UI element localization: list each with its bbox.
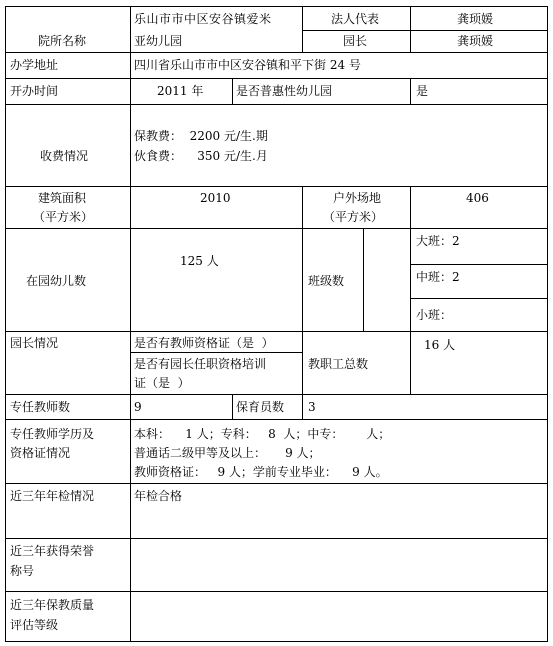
opening-label: 开办时间	[10, 84, 59, 98]
teachers-label: 专任教师数	[10, 400, 71, 414]
border-line	[5, 52, 547, 53]
border-line	[5, 78, 547, 79]
border-line	[232, 394, 233, 420]
building-area-label-2: （平方米）	[33, 210, 94, 224]
border-line	[302, 186, 303, 395]
mid-class: 中班：2	[416, 270, 460, 284]
director-label: 园长	[343, 34, 368, 48]
border-line	[5, 483, 547, 484]
outdoor-area-value: 406	[466, 191, 489, 205]
border-line	[410, 78, 411, 105]
border-line	[232, 78, 233, 105]
institution-name-line2: 亚幼儿园	[134, 34, 183, 48]
border-line	[5, 6, 6, 642]
teacher-cert-question: 是否有教师资格证（是 ）	[134, 336, 274, 350]
director-info-label: 园长情况	[10, 336, 59, 350]
building-area-label-1: 建筑面积	[38, 191, 87, 205]
quality-label-1: 近三年保教质量	[10, 598, 95, 612]
fees-tuition: 保教费： 2200 元/生.期	[134, 129, 268, 143]
inclusive-label: 是否普惠性幼儿园	[236, 84, 333, 98]
border-line	[5, 331, 547, 332]
building-area-value: 2010	[200, 191, 231, 205]
border-line	[5, 538, 547, 539]
annual-inspection-label: 近三年年检情况	[10, 489, 95, 503]
qualifications-line2: 普通话二级甲等及以上： 9 人；	[134, 446, 321, 460]
legal-rep-label: 法人代表	[331, 12, 380, 26]
fees-label: 收费情况	[40, 149, 89, 163]
inclusive-value: 是	[416, 84, 429, 98]
border-line	[130, 352, 302, 353]
border-line	[130, 6, 131, 642]
outdoor-area-label-2: （平方米）	[323, 210, 384, 224]
border-line	[410, 298, 547, 299]
address-label: 办学地址	[10, 58, 59, 72]
staff-total-value: 16 人	[424, 338, 456, 352]
border-line	[410, 6, 411, 53]
legal-rep-value: 龚顼媛	[457, 12, 494, 26]
border-line	[410, 331, 411, 395]
border-line	[302, 394, 303, 420]
director-value: 龚顼媛	[457, 34, 494, 48]
staff-total-label: 教职工总数	[308, 357, 369, 371]
caregivers-value: 3	[308, 400, 316, 414]
border-line	[363, 228, 364, 332]
teachers-value: 9	[134, 400, 142, 414]
honors-label-1: 近三年获得荣誉	[10, 544, 95, 558]
border-line	[5, 419, 547, 420]
enrollment-label: 在园幼儿数	[26, 274, 87, 288]
border-line	[5, 641, 547, 642]
class-count-label: 班级数	[308, 274, 345, 288]
institution-name-line1: 乐山市市中区安谷镇爱米	[134, 12, 272, 26]
annual-inspection-value: 年检合格	[134, 489, 183, 503]
qualifications-line1: 本科： 1 人；专科： 8 人；中专： 人；	[134, 427, 391, 441]
border-line	[5, 104, 547, 105]
qualifications-label-2: 资格证情况	[10, 446, 71, 460]
address-value: 四川省乐山市市中区安谷镇和平下街 24 号	[134, 58, 361, 72]
border-line	[5, 591, 547, 592]
qualifications-label-1: 专任教师学历及	[10, 427, 95, 441]
border-line	[5, 394, 547, 395]
border-line	[5, 228, 547, 229]
opening-value: 2011 年	[157, 84, 204, 98]
training-cert-line2: 证（是 ）	[134, 376, 190, 390]
border-line	[410, 264, 547, 265]
outdoor-area-label-1: 户外场地	[333, 191, 382, 205]
border-line	[547, 6, 548, 642]
caregivers-label: 保育员数	[236, 400, 285, 414]
border-line	[5, 6, 547, 7]
big-class: 大班：2	[416, 234, 460, 248]
border-line	[5, 186, 547, 187]
border-line	[302, 30, 547, 31]
small-class: 小班：	[416, 308, 453, 322]
quality-label-2: 评估等级	[10, 618, 59, 632]
border-line	[302, 6, 303, 53]
honors-label-2: 称号	[10, 564, 35, 578]
qualifications-line3: 教师资格证： 9 人；学前专业毕业： 9 人。	[134, 465, 388, 479]
training-cert-line1: 是否有园长任职资格培训	[134, 357, 267, 371]
fees-meals: 伙食费： 350 元/生.月	[134, 149, 268, 163]
border-line	[410, 186, 411, 332]
enrollment-value: 125 人	[180, 254, 219, 268]
institution-name-label: 院所名称	[38, 34, 87, 48]
